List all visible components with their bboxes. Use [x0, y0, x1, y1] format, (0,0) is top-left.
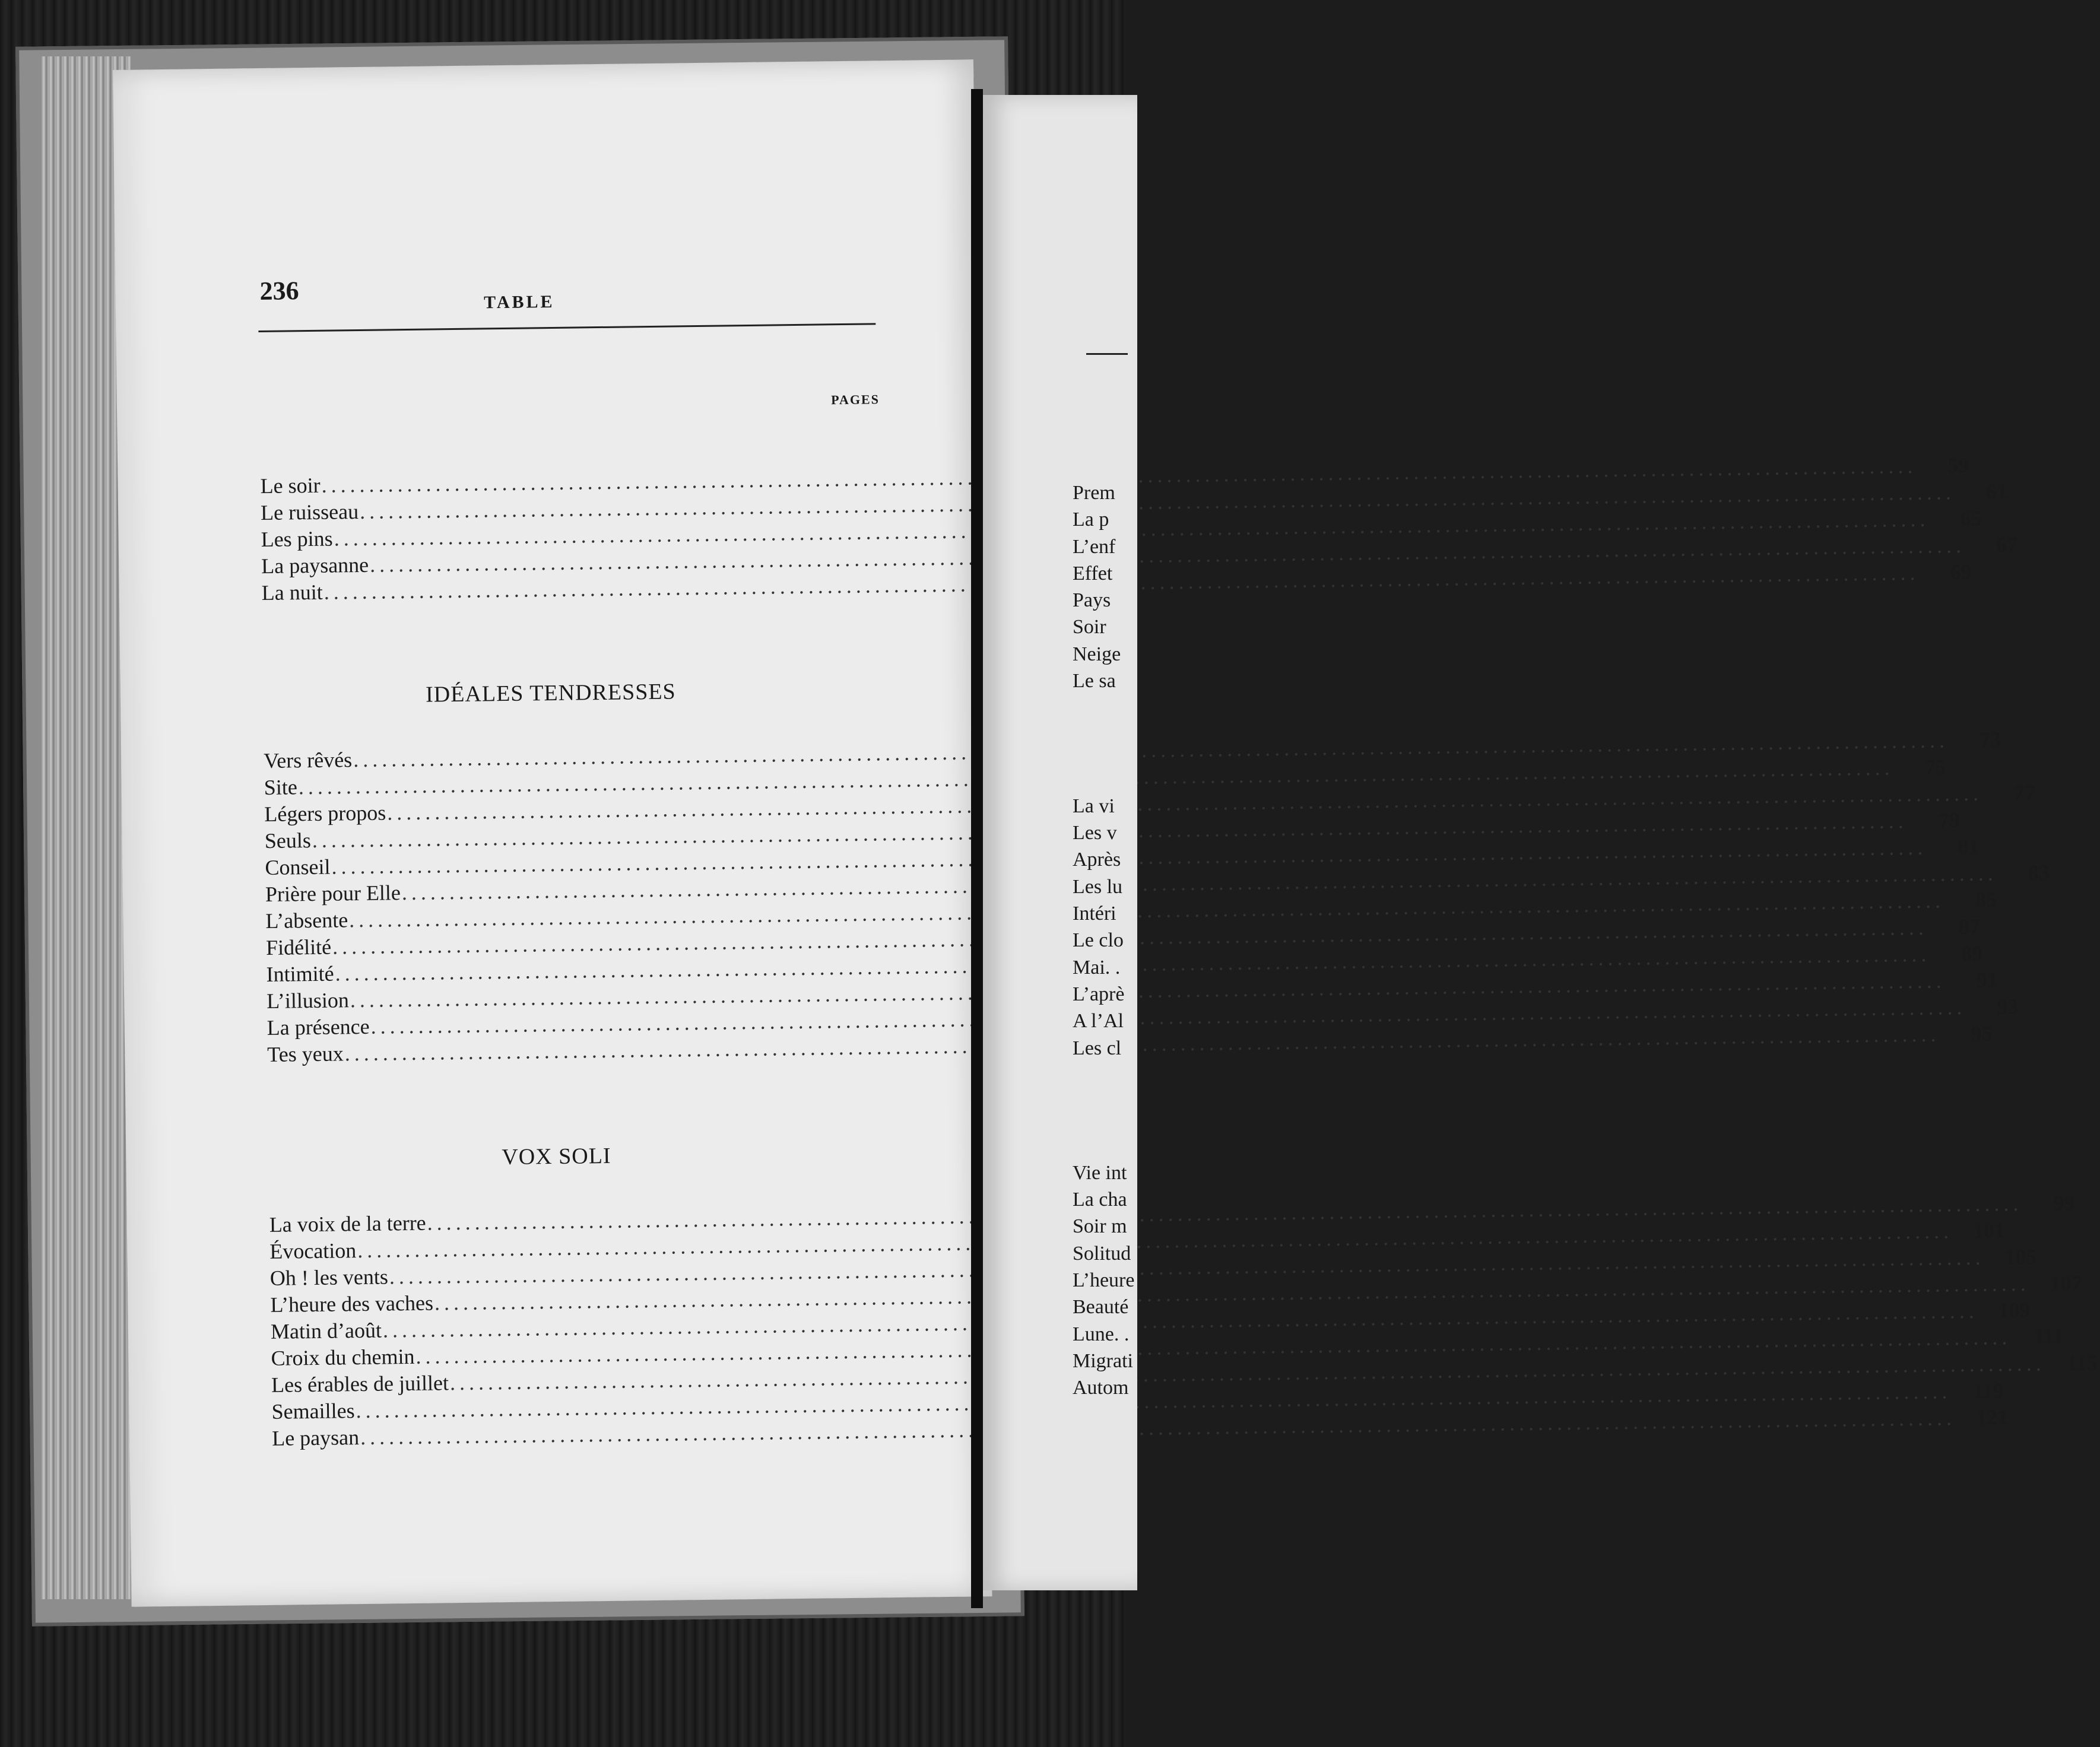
toc-entry-page: 59 [1947, 453, 1969, 478]
right-fragment: La cha [1073, 1189, 1127, 1211]
toc-entry-page: 119 [1972, 1378, 2004, 1403]
toc-entry-title: Oh ! les vents [269, 1265, 389, 1290]
right-fragment: Lune. . [1073, 1323, 1130, 1345]
toc-entry-page: 99 [2053, 1190, 2075, 1215]
toc-entry-title: Seuls [264, 828, 312, 853]
right-fragment: Les v [1073, 822, 1117, 844]
toc-entry-page: 81 [1957, 834, 1980, 859]
right-fragment: Solitud [1073, 1243, 1131, 1265]
toc-entry-title: Conseil [265, 855, 331, 879]
right-fragment: Prem [1073, 482, 1115, 504]
toc-entry-title: La nuit [261, 580, 323, 605]
right-fragment: La vi [1073, 795, 1115, 817]
toc-entry-page: 77 [2013, 780, 2035, 805]
toc-entry-page: 109 [1998, 1298, 2031, 1323]
right-fragment: A l’Al [1073, 1010, 1124, 1032]
toc-entry-page: 83 [2028, 860, 2050, 885]
right-fragment: Le sa [1073, 670, 1116, 692]
right-fragment: L’heure [1073, 1269, 1135, 1291]
toc-entry-title: Les pins [261, 526, 333, 552]
toc-entry-title: Évocation [269, 1238, 357, 1263]
right-fragment: Soir [1073, 616, 1106, 638]
right-fragment: Les lu [1073, 876, 1123, 898]
toc-entry-page: 67 [1996, 532, 2018, 557]
right-fragment: Soir m [1073, 1215, 1127, 1237]
toc-entry-page: 73 [1979, 728, 2001, 752]
right-fragment: L’aprè [1073, 983, 1125, 1005]
right-fragment: Neige [1073, 643, 1121, 665]
right-fragment: Autom [1073, 1377, 1129, 1399]
toc-entry-title: La paysanne [261, 552, 369, 579]
toc-entry-page: 79 [1938, 808, 1960, 833]
toc-entry-title: Tes yeux [267, 1041, 344, 1066]
right-fragment: La p [1073, 509, 1109, 531]
toc-entry-page: 89 [1961, 941, 1983, 966]
toc-entry-title: L’absente [265, 908, 348, 933]
toc-entry-title: L’heure des vaches [270, 1291, 434, 1317]
right-fragment: Vie int [1073, 1162, 1127, 1184]
right-page-rule [1086, 353, 1128, 355]
toc-entry-page: 85 [1975, 888, 1997, 912]
right-fragment: Effet [1073, 563, 1113, 585]
toc-entry-title: Les érables de juillet [271, 1371, 449, 1397]
toc-entry-page: 65 [1960, 506, 1982, 531]
right-fragment: Migrati [1073, 1350, 1133, 1372]
toc-entry-title: Légers propos [264, 801, 386, 826]
toc-entry-title: L’illusion [266, 988, 350, 1013]
right-fragment: Mai. . [1073, 957, 1121, 979]
toc-entry-title: Semailles [271, 1399, 355, 1424]
right-fragment: Pays [1073, 589, 1111, 611]
right-fragment: Les cl [1073, 1037, 1122, 1059]
toc-entry-title: Vers rêvés [263, 748, 353, 773]
toc-entry-title: Matin d’août [270, 1318, 382, 1343]
toc-entry-page: 121 [1975, 1405, 2009, 1430]
toc-entry-page: 111 [2034, 1324, 2064, 1349]
right-fragment: L’enf [1073, 536, 1116, 558]
toc-entry-page: 93 [1997, 994, 2019, 1019]
toc-entry-title: Site [264, 775, 298, 799]
toc-entry-page: 107 [2050, 1270, 2083, 1295]
toc-entry-page: 101 [1972, 1218, 2006, 1243]
right-fragment: Le clo [1073, 929, 1124, 951]
toc-entry-title: La présence [267, 1014, 370, 1040]
toc-entry-title: Le paysan [271, 1425, 360, 1450]
book-gutter [971, 89, 983, 1608]
toc-entry-title: La voix de la terre [269, 1211, 426, 1237]
running-head: TABLE [483, 291, 555, 313]
toc-entry-page: 95 [1971, 1021, 1993, 1046]
toc-entry-page: 105 [2004, 1244, 2037, 1269]
toc-entry-title: Le soir [260, 473, 321, 498]
toc-entry-title: Fidélité [265, 935, 332, 960]
toc-entry-title: Intimité [266, 961, 334, 986]
page-number: 236 [259, 276, 299, 306]
toc-entry-page: 69 [1950, 560, 1972, 585]
toc-entry-page: 87 [1958, 914, 1981, 939]
toc-entry-title: Le ruisseau [260, 499, 359, 525]
header-rule [258, 323, 875, 332]
pages-column-label: PAGES [831, 392, 880, 408]
right-fragment: Beauté [1073, 1296, 1129, 1318]
section-heading-vox-soli: VOX SOLI [502, 1143, 611, 1170]
section-heading-ideales-tendresses: IDÉALES TENDRESSES [425, 679, 676, 707]
toc-entry-page: 61 [1985, 479, 2008, 504]
toc-entry-title: Prière pour Elle [265, 881, 401, 906]
toc-entry-title: Croix du chemin [271, 1344, 415, 1370]
toc-entry-page: 91 [1976, 968, 1998, 992]
right-fragment: Intéri [1073, 903, 1116, 925]
toc-entry-page: 75 [1924, 755, 1946, 779]
right-fragment: Après [1073, 849, 1121, 871]
toc-entry-page: 115 [2066, 1351, 2098, 1375]
